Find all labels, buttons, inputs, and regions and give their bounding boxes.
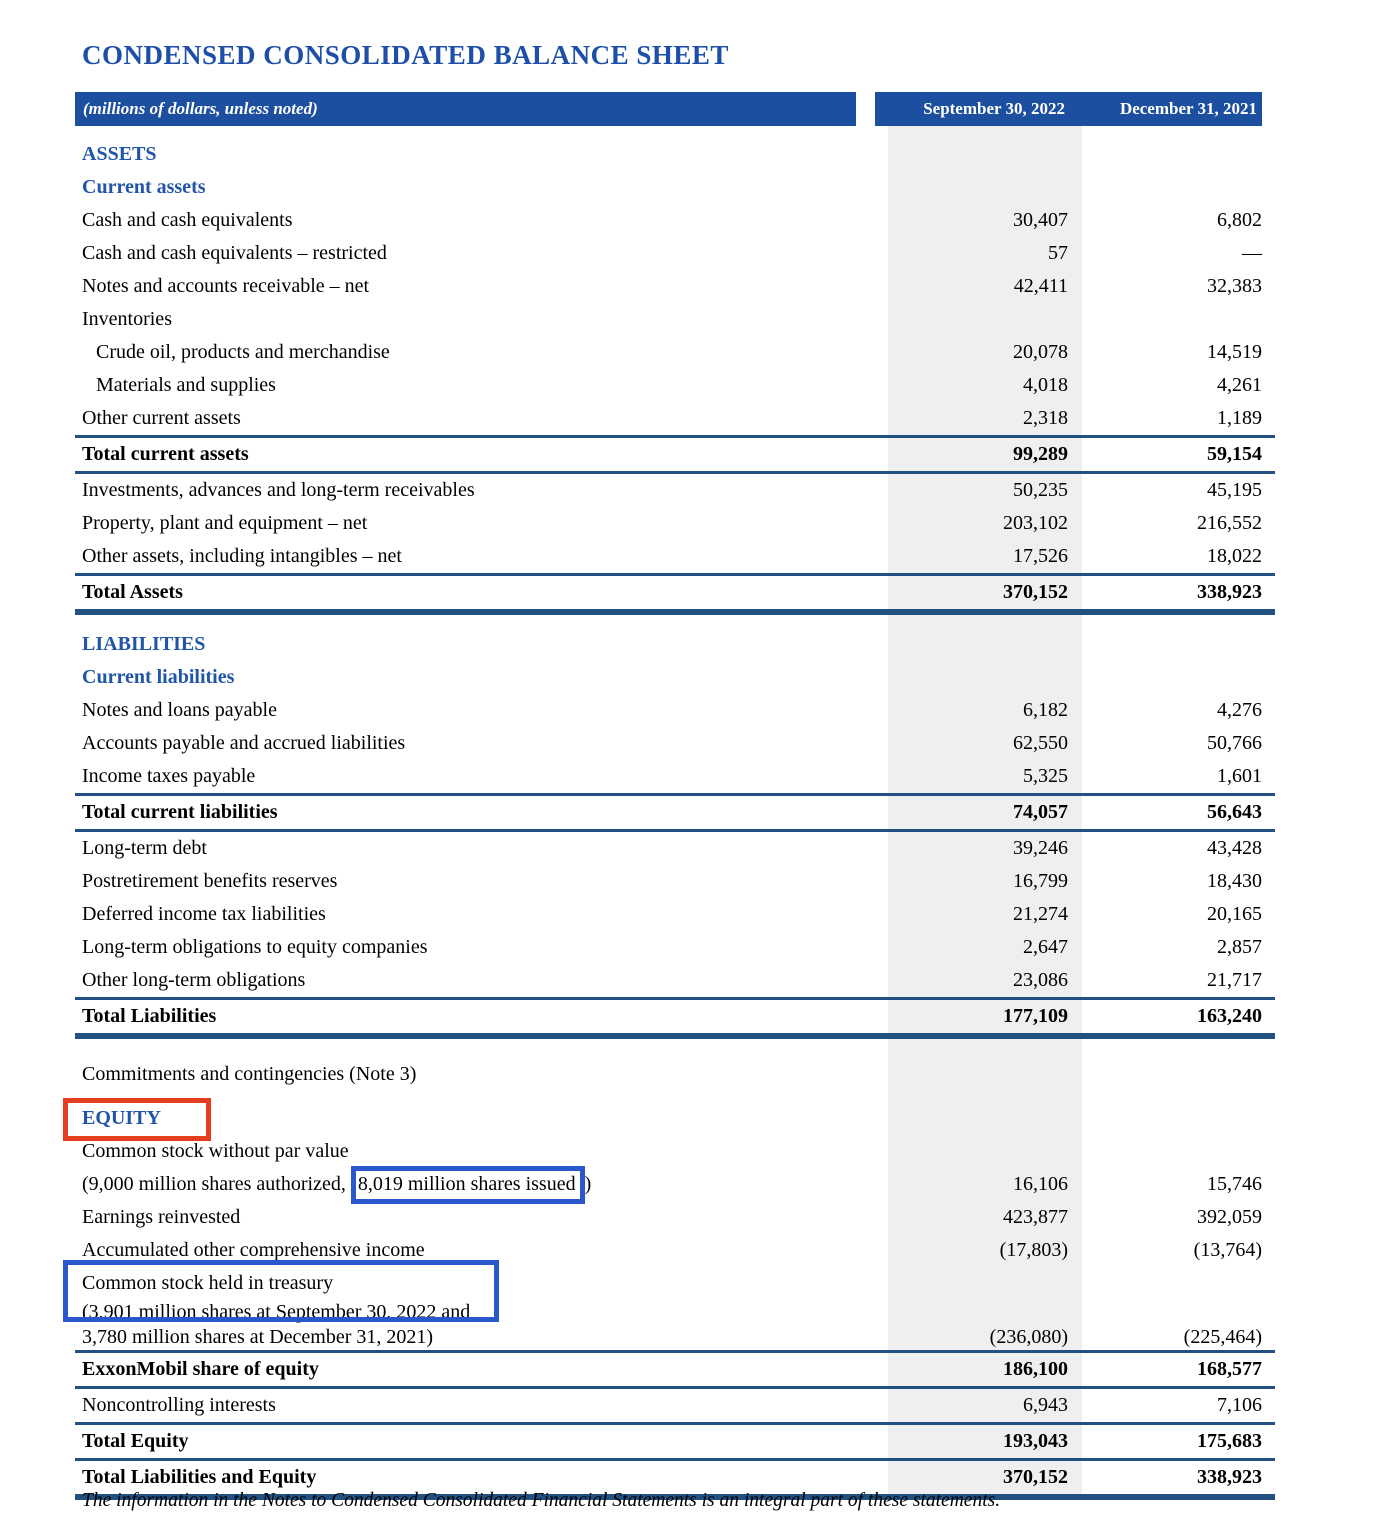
table-header-row bbox=[75, 92, 1275, 126]
value-2022: 39,246 bbox=[888, 832, 1082, 865]
value-2021: 14,519 bbox=[1207, 341, 1262, 363]
header-gap bbox=[856, 92, 875, 126]
table-row-lt-obligations-equity-companies: Long-term obligations to equity companies 2,647 2,857 bbox=[75, 931, 1275, 964]
spacer bbox=[75, 615, 1275, 628]
table-row-treasury-shares-2021: 3,780 million shares at December 31, 2021) (236,080) (225,464) bbox=[75, 1325, 1275, 1350]
value-2022: 50,235 bbox=[888, 474, 1082, 507]
value-2022: 2,318 bbox=[888, 402, 1082, 435]
value-2022: (17,803) bbox=[888, 1234, 1082, 1267]
page-title: CONDENSED CONSOLIDATED BALANCE SHEET bbox=[82, 40, 729, 70]
value-2021: 1,601 bbox=[1217, 765, 1262, 787]
value-2021: 163,240 bbox=[1197, 1005, 1262, 1027]
value-2021: 21,717 bbox=[1207, 969, 1262, 991]
value-2022: 4,018 bbox=[888, 369, 1082, 402]
value-2022: 17,526 bbox=[888, 540, 1082, 573]
value-2021: 168,577 bbox=[1197, 1358, 1262, 1380]
value-2021: 56,643 bbox=[1207, 801, 1262, 823]
table-row-long-term-debt: Long-term debt 39,246 43,428 bbox=[75, 832, 1275, 865]
value-2022: 57 bbox=[888, 237, 1082, 270]
blue-annotation-box-shares-issued: 8,019 million shares issued bbox=[351, 1166, 585, 1204]
shares-authorized-text: (9,000 million shares authorized, bbox=[82, 1173, 346, 1195]
table-row-treasury-shares-2022: (3,901 million shares at September 30, 2022 and bbox=[75, 1300, 1275, 1325]
subheading-current-liabilities: Current liabilities bbox=[75, 661, 1275, 694]
value-2022: 62,550 bbox=[888, 727, 1082, 760]
value-2021: 32,383 bbox=[1207, 275, 1262, 297]
units-note: (millions of dollars, unless noted) bbox=[75, 92, 856, 126]
table-row-other-current-assets: Other current assets 2,318 1,189 bbox=[75, 402, 1275, 435]
table-row-deferred-income-tax: Deferred income tax liabilities 21,274 20,165 bbox=[75, 898, 1275, 931]
value-2021: 4,261 bbox=[1217, 374, 1262, 396]
table-row-shares-authorized-issued bbox=[75, 1168, 1275, 1201]
value-2021: 18,022 bbox=[1207, 545, 1262, 567]
value-2022: 370,152 bbox=[888, 576, 1082, 609]
date-columns-header bbox=[875, 92, 1262, 126]
value-2021: 4,276 bbox=[1217, 699, 1262, 721]
equity-heading-label: EQUITY bbox=[82, 1107, 161, 1129]
spacer bbox=[75, 1039, 1275, 1058]
value-2022: 177,109 bbox=[888, 1000, 1082, 1033]
notes-reference-text: The information in the Notes to Condensed Consolidated Financial Statements is an integral part of these statements. bbox=[82, 1490, 1001, 1511]
table-row-common-stock: Common stock without par value bbox=[75, 1135, 1275, 1168]
table-row-investments-advances: Investments, advances and long-term receivables 50,235 45,195 bbox=[75, 474, 1275, 507]
table-row-total-equity: Total Equity 193,043 175,683 bbox=[75, 1422, 1275, 1461]
table-row-other-long-term-obligations: Other long-term obligations 23,086 21,717 bbox=[75, 964, 1275, 997]
value-2021: 15,746 bbox=[1207, 1173, 1262, 1195]
value-2021: 338,923 bbox=[1197, 581, 1262, 603]
table-row-postretirement-benefits: Postretirement benefits reserves 16,799 18,430 bbox=[75, 865, 1275, 898]
table-row-income-taxes-payable: Income taxes payable 5,325 1,601 bbox=[75, 760, 1275, 793]
table-row-accounts-payable: Accounts payable and accrued liabilities 62,550 50,766 bbox=[75, 727, 1275, 760]
column-header-2022: September 30, 2022 bbox=[923, 99, 1065, 118]
table-row-noncontrolling-interests: Noncontrolling interests 6,943 7,106 bbox=[75, 1389, 1275, 1422]
table-row-treasury-stock bbox=[75, 1267, 1275, 1300]
table-row-total-assets: Total Assets 370,152 338,923 bbox=[75, 573, 1275, 615]
table-row-exxonmobil-share-of-equity: ExxonMobil share of equity 186,100 168,577 bbox=[75, 1350, 1275, 1389]
value-2022: 99,289 bbox=[888, 438, 1082, 471]
value-2022: 21,274 bbox=[888, 898, 1082, 931]
shares-issued-close-paren: ) bbox=[584, 1173, 592, 1195]
table-row-cash: Cash and cash equivalents 30,407 6,802 bbox=[75, 204, 1275, 237]
value-2021: 1,189 bbox=[1217, 407, 1262, 429]
value-2021: 43,428 bbox=[1207, 837, 1262, 859]
value-2021: 50,766 bbox=[1207, 732, 1262, 754]
value-2021: 2,857 bbox=[1217, 936, 1262, 958]
value-2022: 193,043 bbox=[888, 1425, 1082, 1458]
table-row-notes-receivable: Notes and accounts receivable – net 42,411 32,383 bbox=[75, 270, 1275, 303]
table-row-inventories: Inventories bbox=[75, 303, 1275, 336]
value-2022: 2,647 bbox=[888, 931, 1082, 964]
table-row-materials-supplies: Materials and supplies 4,018 4,261 bbox=[75, 369, 1275, 402]
table-row-cash-restricted: Cash and cash equivalents – restricted 57 — bbox=[75, 237, 1275, 270]
table-row-accumulated-oci: Accumulated other comprehensive income (17,803) (13,764) bbox=[75, 1234, 1275, 1267]
table-row-ppe-net: Property, plant and equipment – net 203,102 216,552 bbox=[75, 507, 1275, 540]
table-row-total-current-assets: Total current assets 99,289 59,154 bbox=[75, 435, 1275, 474]
table-row-total-liabilities: Total Liabilities 177,109 163,240 bbox=[75, 997, 1275, 1039]
column-header-2021: December 31, 2021 bbox=[1119, 99, 1257, 118]
table-row-notes-loans-payable: Notes and loans payable 6,182 4,276 bbox=[75, 694, 1275, 727]
balance-sheet-table bbox=[75, 92, 1275, 1500]
value-2021: 392,059 bbox=[1197, 1206, 1262, 1228]
value-2021: 175,683 bbox=[1197, 1430, 1262, 1452]
value-2021: (225,464) bbox=[1183, 1326, 1262, 1348]
value-2022: 20,078 bbox=[888, 336, 1082, 369]
value-2021: 7,106 bbox=[1217, 1394, 1262, 1416]
value-2021: 216,552 bbox=[1197, 512, 1262, 534]
value-2022: 16,799 bbox=[888, 865, 1082, 898]
value-2022: 203,102 bbox=[888, 507, 1082, 540]
value-2022: 74,057 bbox=[888, 796, 1082, 829]
value-2021: (13,764) bbox=[1193, 1239, 1262, 1261]
value-2022: (236,080) bbox=[888, 1325, 1082, 1350]
table-row-earnings-reinvested: Earnings reinvested 423,877 392,059 bbox=[75, 1201, 1275, 1234]
value-2022: 6,943 bbox=[888, 1389, 1082, 1422]
value-2022: 16,106 bbox=[888, 1168, 1082, 1201]
table-row-total-liabilities-and-equity: Total Liabilities and Equity 370,152 338,923 bbox=[75, 1461, 1275, 1500]
value-2022: 6,182 bbox=[888, 694, 1082, 727]
value-2021: 18,430 bbox=[1207, 870, 1262, 892]
value-2021: 338,923 bbox=[1197, 1466, 1262, 1488]
table-row-other-assets-intangibles: Other assets, including intangibles – net 17,526 18,022 bbox=[75, 540, 1275, 573]
value-2021: 59,154 bbox=[1207, 443, 1262, 465]
value-2022: 23,086 bbox=[888, 964, 1082, 997]
table-row-total-current-liabilities: Total current liabilities 74,057 56,643 bbox=[75, 793, 1275, 832]
spacer bbox=[75, 1091, 1275, 1102]
value-2021: — bbox=[1242, 242, 1262, 264]
value-2021: 45,195 bbox=[1207, 479, 1262, 501]
table-row-crude-oil: Crude oil, products and merchandise 20,078 14,519 bbox=[75, 336, 1275, 369]
value-2022: 186,100 bbox=[888, 1353, 1082, 1386]
value-2022: 423,877 bbox=[888, 1201, 1082, 1234]
value-2022: 30,407 bbox=[888, 204, 1082, 237]
value-2021: 20,165 bbox=[1207, 903, 1262, 925]
section-heading-liabilities: LIABILITIES bbox=[75, 628, 1275, 661]
section-heading-assets: ASSETS bbox=[75, 138, 1275, 171]
value-2021: 6,802 bbox=[1217, 209, 1262, 231]
treasury-stock-label: Common stock held in treasury bbox=[82, 1272, 334, 1294]
value-2022: 5,325 bbox=[888, 760, 1082, 793]
table-row-commitments-contingencies: Commitments and contingencies (Note 3) bbox=[75, 1058, 1275, 1091]
subheading-current-assets: Current assets bbox=[75, 171, 1275, 204]
spacer bbox=[75, 126, 1275, 138]
section-heading-equity bbox=[75, 1102, 1275, 1135]
value-2022: 370,152 bbox=[888, 1461, 1082, 1494]
value-2022: 42,411 bbox=[888, 270, 1082, 303]
